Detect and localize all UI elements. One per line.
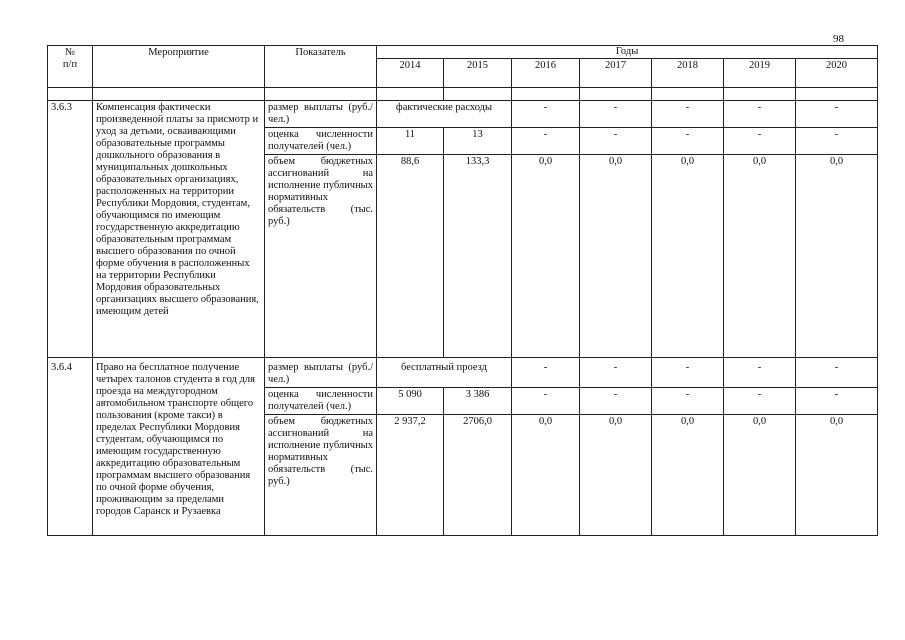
year-cell: 2016 [512, 59, 580, 88]
value-cell: - [652, 128, 724, 155]
value-cell: 0,0 [512, 415, 580, 536]
header-num: № п/п [48, 46, 93, 88]
spacer-row [48, 88, 878, 101]
value-cell: - [512, 358, 580, 388]
value-cell: 2706,0 [444, 415, 512, 536]
value-cell: 5 090 [377, 388, 444, 415]
value-cell: - [580, 128, 652, 155]
value-cell: 0,0 [580, 155, 652, 358]
merged-value: фактические расходы [377, 101, 512, 128]
value-cell: - [796, 101, 878, 128]
value-cell: 2 937,2 [377, 415, 444, 536]
value-cell: - [512, 101, 580, 128]
value-cell: 0,0 [724, 155, 796, 358]
value-cell: - [724, 101, 796, 128]
value-cell: 0,0 [580, 415, 652, 536]
year-cell: 2017 [580, 59, 652, 88]
value-cell: - [512, 388, 580, 415]
value-cell: - [580, 358, 652, 388]
value-cell: - [652, 358, 724, 388]
program-table [47, 45, 878, 536]
header-years: Годы [377, 46, 878, 59]
value-cell: - [652, 101, 724, 128]
value-cell: 0,0 [796, 155, 878, 358]
year-cell: 2020 [796, 59, 878, 88]
page-number: 98 [833, 33, 844, 45]
header-event: Мероприятие [93, 46, 265, 88]
indicator-label: объем бюджетных ассигнований на исполнение публичных нормативных обязательств (тыс. руб.) [265, 415, 377, 536]
indicator-label: оценка численности получателей (чел.) [265, 128, 377, 155]
indicator-label: объем бюджетных ассигнований на исполнение публичных нормативных обязательств (тыс. руб.) [265, 155, 377, 358]
row-event: Компенсация фактически произведенной платы за присмотр и уход за детьми, осваивающими образовательные программы дошкольного образования в муниципальных дошкольных образовательных организациях, расположенных на территории Республики Мордовия, студентам, обучающимся по имеющим государственную аккредитацию образовательным программам высшего образования по очной форме обучения в расположенных на территории Республики Мордовия образовательных организациях высшего образования, имеющим детей [93, 101, 265, 358]
header-row-1 [48, 46, 878, 59]
value-cell: 11 [377, 128, 444, 155]
value-cell: - [724, 388, 796, 415]
row-num: 3.6.3 [48, 101, 93, 358]
year-cell: 2015 [444, 59, 512, 88]
value-cell: 0,0 [652, 415, 724, 536]
value-cell: - [724, 358, 796, 388]
value-cell: 13 [444, 128, 512, 155]
row-event: Право на бесплатное получение четырех талонов студента в год для проезда на междугородном автомобильном транспорте общего пользования (кроме такси) в пределах Республики Мордовия студентам, обучающимся по имеющим государственную аккредитацию образовательным программам высшего образования по очной форме обучения, проживающим за пределами городов Саранск и Рузаевка [93, 358, 265, 536]
value-cell: - [796, 388, 878, 415]
row-num: 3.6.4 [48, 358, 93, 536]
indicator-label: размер выплаты (руб./ чел.) [265, 358, 377, 388]
value-cell: 0,0 [652, 155, 724, 358]
year-cell: 2018 [652, 59, 724, 88]
value-cell: 133,3 [444, 155, 512, 358]
value-cell: - [580, 101, 652, 128]
indicator-label: размер выплаты (руб./ чел.) [265, 101, 377, 128]
year-cell: 2019 [724, 59, 796, 88]
indicator-label: оценка численности получателей (чел.) [265, 388, 377, 415]
value-cell: - [512, 128, 580, 155]
value-cell: 3 386 [444, 388, 512, 415]
value-cell: 88,6 [377, 155, 444, 358]
value-cell: 0,0 [724, 415, 796, 536]
value-cell: - [580, 388, 652, 415]
table-row [48, 358, 878, 388]
value-cell: - [724, 128, 796, 155]
merged-value: бесплатный проезд [377, 358, 512, 388]
table-row [48, 101, 878, 128]
value-cell: - [796, 128, 878, 155]
value-cell: 0,0 [796, 415, 878, 536]
value-cell: - [796, 358, 878, 388]
header-indicator: Показатель [265, 46, 377, 88]
value-cell: - [652, 388, 724, 415]
value-cell: 0,0 [512, 155, 580, 358]
year-cell: 2014 [377, 59, 444, 88]
